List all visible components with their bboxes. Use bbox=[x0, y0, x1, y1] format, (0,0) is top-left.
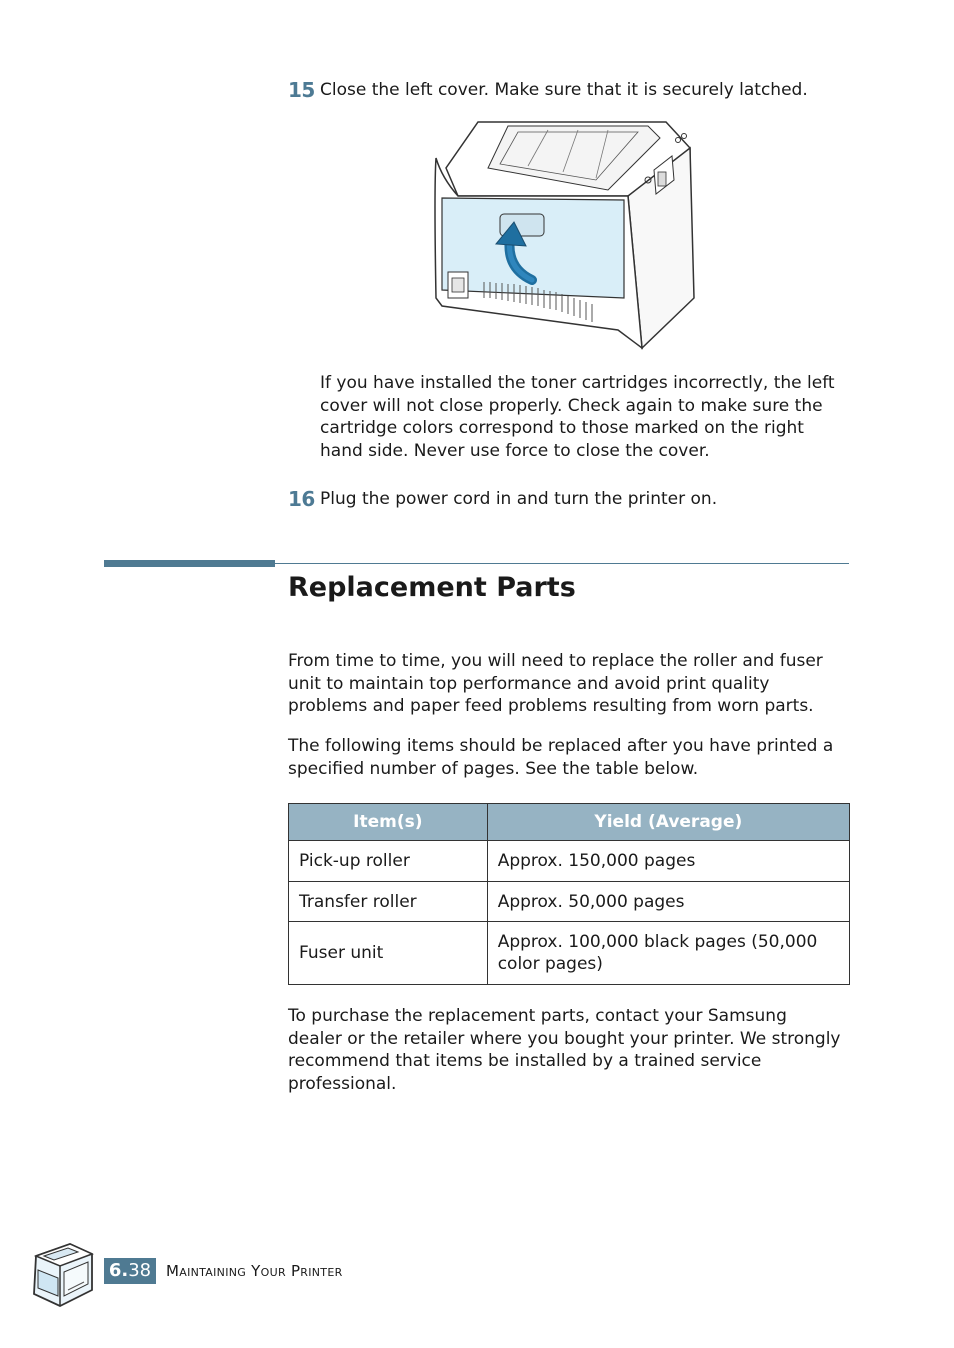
replacement-parts-table bbox=[288, 803, 850, 985]
footer-chapter-title: Maintaining Your Printer bbox=[166, 1262, 343, 1280]
intro-line: problems and paper feed problems resulting from worn parts. bbox=[288, 696, 814, 716]
item-cell: Fuser unit bbox=[289, 922, 488, 985]
table-row bbox=[289, 882, 850, 922]
table-row bbox=[289, 841, 850, 882]
step-16-number: 16 bbox=[288, 487, 315, 511]
note-line: hand side. Never use force to close the cover. bbox=[320, 440, 710, 461]
item-cell: Transfer roller bbox=[289, 882, 488, 922]
table-row bbox=[289, 922, 850, 985]
intro-line: The following items should be replaced after you have printed a bbox=[288, 736, 834, 756]
intro-paragraph-2 bbox=[288, 735, 858, 780]
intro-paragraph-1 bbox=[288, 650, 858, 718]
section-rule-thin bbox=[275, 563, 849, 564]
page-number-badge bbox=[104, 1258, 156, 1284]
column-header-items: Item(s) bbox=[289, 804, 488, 841]
step-16-text: Plug the power cord in and turn the printer on. bbox=[320, 489, 718, 509]
intro-line: From time to time, you will need to replace the roller and fuser bbox=[288, 651, 823, 671]
printer-left-cover-illustration bbox=[428, 118, 700, 352]
yield-cell: Approx. 50,000 pages bbox=[487, 882, 849, 922]
intro-line: unit to maintain top performance and avoid print quality bbox=[288, 673, 770, 694]
step-15-text: Close the left cover. Make sure that it is securely latched. bbox=[320, 80, 808, 100]
outro-line: recommend that items be installed by a trained service bbox=[288, 1051, 762, 1071]
page-number: 38 bbox=[128, 1260, 152, 1281]
yield-cell bbox=[487, 922, 849, 985]
outro-paragraph bbox=[288, 1005, 858, 1095]
step-15-number: 15 bbox=[288, 78, 315, 102]
column-header-yield: Yield (Average) bbox=[487, 804, 849, 841]
section-rule-thick bbox=[104, 560, 275, 567]
section-title: Replacement Parts bbox=[288, 572, 576, 603]
note-line: If you have installed the toner cartridges incorrectly, the left bbox=[320, 373, 835, 393]
outro-line: professional. bbox=[288, 1073, 397, 1094]
intro-line: specified number of pages. See the table below. bbox=[288, 758, 699, 779]
note-paragraph bbox=[320, 372, 860, 462]
table-header-row bbox=[289, 804, 850, 841]
note-line: cover will not close properly. Check again to make sure the bbox=[320, 395, 823, 416]
note-line: cartridge colors correspond to those marked on the right bbox=[320, 418, 804, 438]
yield-cell: Approx. 150,000 pages bbox=[487, 841, 849, 882]
outro-line: dealer or the retailer where you bought your printer. We strongly bbox=[288, 1028, 841, 1049]
yield-line: Approx. 100,000 black pages (50,000 bbox=[497, 932, 818, 952]
outro-line: To purchase the replacement parts, contact your Samsung bbox=[288, 1006, 787, 1026]
chapter-number: 6. bbox=[108, 1260, 129, 1281]
printer-icon bbox=[30, 1238, 96, 1310]
item-cell: Pick-up roller bbox=[289, 841, 488, 882]
yield-line: color pages) bbox=[497, 954, 603, 974]
